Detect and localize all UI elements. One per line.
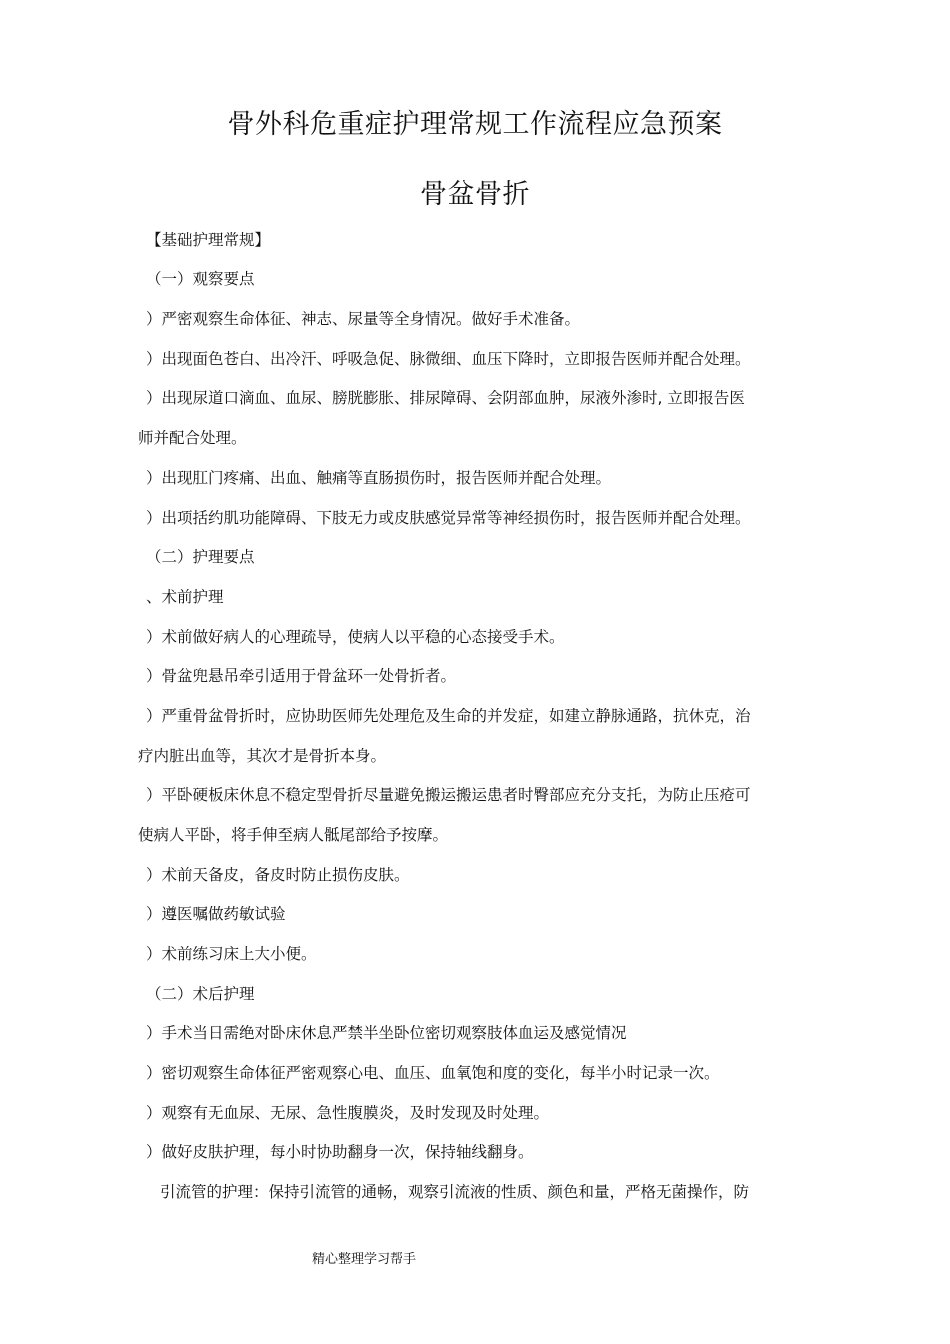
- paragraph-line: 引流管的护理：保持引流管的通畅，观察引流液的性质、颜色和量，严格无菌操作，防: [160, 1183, 750, 1201]
- paragraph-line: 、术前护理: [146, 588, 224, 606]
- paragraph-line: ）出项括约肌功能障碍、下肢无力或皮肤感觉异常等神经损伤时，报告医师并配合处理。: [146, 509, 751, 527]
- paragraph-line: 师并配合处理。: [138, 429, 247, 447]
- paragraph-line: ）密切观察生命体征严密观察心电、血压、血氧饱和度的变化，每半小时记录一次。: [146, 1064, 720, 1082]
- paragraph-line: ）出现面色苍白、出冷汗、呼吸急促、脉微细、血压下降时，立即报告医师并配合处理。: [146, 350, 751, 368]
- paragraph-line: ）严密观察生命体征、神志、尿量等全身情况。做好手术准备。: [146, 310, 581, 328]
- paragraph-line: ）严重骨盆骨折时，应协助医师先处理危及生命的并发症，如建立静脉通路，抗休克，治: [146, 707, 751, 725]
- paragraph-line: ）骨盆兜悬吊牵引适用于骨盆环一处骨折者。: [146, 667, 457, 685]
- paragraph-line: 疗内脏出血等，其次才是骨折本身。: [138, 747, 387, 765]
- paragraph-line: ）术前练习床上大小便。: [146, 945, 317, 963]
- subsection-heading: （二）护理要点: [146, 548, 255, 566]
- paragraph-line: ）平卧硬板床休息不稳定型骨折尽量避免搬运搬运患者时臀部应充分支托，为防止压疮可: [146, 786, 751, 804]
- document-title: 骨外科危重症护理常规工作流程应急预案: [227, 109, 723, 140]
- paragraph-line: 使病人平卧，将手伸至病人骶尾部给予按摩。: [138, 826, 449, 844]
- paragraph-line: ）观察有无血尿、无尿、急性腹膜炎，及时发现及时处理。: [146, 1104, 550, 1122]
- paragraph-line: ）术前做好病人的心理疏导，使病人以平稳的心态接受手术。: [146, 628, 565, 646]
- paragraph-line: ）做好皮肤护理，每小时协助翻身一次，保持轴线翻身。: [146, 1143, 534, 1161]
- subsection-heading: （一）观察要点: [146, 270, 255, 288]
- paragraph-line: ）出现肛门疼痛、出血、触痛等直肠损伤时，报告医师并配合处理。: [146, 469, 612, 487]
- paragraph-line: ）手术当日需绝对卧床休息严禁半坐卧位密切观察肢体血运及感觉情况: [146, 1024, 627, 1042]
- document-subtitle: 骨盆骨折: [420, 179, 530, 210]
- page-footer: 精心整理学习帮手: [312, 1252, 417, 1267]
- paragraph-line: ）术前天备皮，备皮时防止损伤皮肤。: [146, 866, 410, 884]
- paragraph-line: ）遵医嘱做药敏试验: [146, 905, 286, 923]
- paragraph-line: ）出现尿道口滴血、血尿、膀胱膨胀、排尿障碍、会阴部血肿，尿液外渗时, 立即报告医: [146, 389, 745, 407]
- section-heading: 【基础护理常规】: [146, 231, 271, 249]
- subsection-heading: （二）术后护理: [146, 985, 255, 1003]
